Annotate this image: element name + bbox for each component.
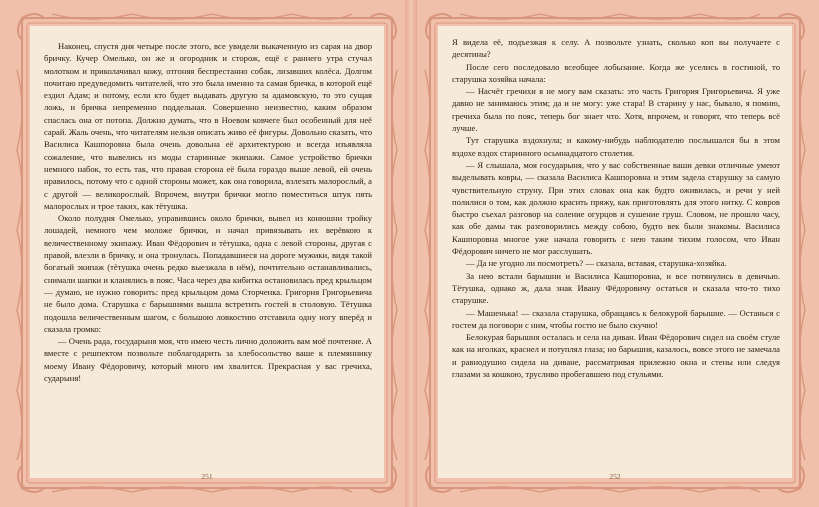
paragraph: За нею встали барышни и Василиса Кашпоровна, и все потянулись в девичью. Тётушка, однако ж, дала знак Ивану Фёдоровичу остаться и сказала что-то тихо старушке.: [452, 270, 780, 306]
book-gutter: [405, 0, 417, 507]
page-number: 252: [609, 472, 621, 481]
paragraph: Наконец, спустя дня четыре после этого, все увидели выкаченную из сарая на двор бричку. Кучер Омелько, он же и огородник и сторож, ещё с раннего утра стучал молотком и приколачивал кожу, отгоняя беспрестанно собак, лизавших колёса. Долгом почитаю предуведомить читателей, что это была именно та самая бричка, в которой ещё ездил Адам; и потому, если кто будет выдавать другую за адамовскую, то это сущая ложь, и бричка непременно поддельная. Совершенно неизвестно, каким образом спаслась она от потопа. Должно думать, что в Ноевом ковчеге был особенный для неё сарай. Жаль очень, что читателям нельзя описать живо её фигуры. Довольно сказать, что Василиса Кашпоровна была очень довольна её архитектурою и всегда изъявляла сожаление, что вывелись из моды старинные экипажи. Самое устройство брички немного набок, то есть так, что правая сторона её была гораздо выше левой, ей очень нравилось, потому что с одной стороны может, как она говорила, взлезать малорослый, а с другой — великорослый. Впрочем, внутри брички могло поместиться штук пять малорослых и трое таких, как тётушка.: [44, 41, 372, 211]
right-page: [420, 10, 810, 496]
paragraph: Тут старушка вздохнула; и какому-нибудь наблюдателю послышался бы в этом вздохе вздох старинного осьмнадцатого столетия.: [452, 135, 780, 158]
paragraph: — Очень рада, государыня моя, что имею честь лично доложить вам моё почтение. А вместе с решпектом позвольте поблагодарить за хлебосольство ваше к племяннику моему Ивану Фёдоровичу, который много им хвалится. Прекрасная у вас гречиха, сударыня!: [44, 336, 372, 384]
right-page-text: [452, 36, 780, 380]
paragraph: — Я слышала, моя государыня, что у вас собственные ваши девки отличные умеют выделывать ковры, — сказала Василиса Кашпоровна и этим задела старушку за самую чувствительную струну. При этих словах она как будто оживилась, и речи у ней полилися о том, как должно красить пряжу, как приготовлять для этого нитку. С ковров быстро съехал разговор на соление огурцов и сушение груш. Словом, не прошло часу, как обе дамы так разговорились между собою, будто век были знакомы. Василиса Кашпоровна многое уже начала говорить с нею таким тихим голосом, что Иван Фёдорович ничего не мог расслушать.: [452, 159, 780, 257]
left-page-text: [44, 40, 372, 384]
paragraph: — Да не угодно ли посмотреть? — сказала, вставая, старушка-хозяйка.: [466, 258, 727, 269]
paragraph: — Машенька! — сказала старушка, обращаясь к белокурой барышне. — Останься с гостем да поговори с ним, чтобы гостю не было скучно!: [452, 307, 780, 330]
paragraph: После сего последовало всеобщее лобызание. Когда же уселись в гостиной, то старушка хозяйка начала:: [452, 61, 780, 84]
paragraph: Около полудня Омелько, управившись около брички, вывел из конюшни тройку лошадей, немного чем моложе брички, и начал привязывать их верёвкою к величественному экипажу. Иван Фёдорович и тётушка, одна с левой стороны, другая с правой, влезли в бричку, и она тронулась. Попадавшиеся на дороге мужики, видя такой богатый экипаж (тётушка очень редко выезжала в нём), почтительно останавливались, снимали шапки и кланялись в пояс. Часа через два кибитка остановилась пред крыльцом — думаю, не нужно говорить: пред крыльцом дома Сторченка. Григория Григорьевича не было дома. Старушка с барышнями вышла встретить гостей в столовую. Тётушка подошла величественным шагом, с большою ловкостию отставила одну ногу вперёд и сказала громко:: [44, 213, 372, 334]
paragraph: Белокурая барышня осталась и села на диван. Иван Фёдорович сидел на своём стуле как на иголках, краснел и потуплял глаза; но барышня, казалось, вовсе этого не замечала и равнодушно сидела на диване, рассматривая прилежно окна и стены или следуя глазами за кошкою, трусливо пробегавшею под стульями.: [452, 332, 780, 380]
page-number: 251: [201, 472, 213, 481]
paragraph: — Насчёт гречихи я не могу вам сказать: это часть Григория Григорьевича. Я уже давно не занимаюсь этим; да и не могу: уже стара! В старину у нас, бывало, я помню, гречиха была по пояс, теперь бог знает что. Хотя, впрочем, и говорят, что теперь всё лучше.: [452, 86, 780, 134]
left-page: [12, 10, 402, 496]
paragraph: Я видела её, подъезжая к селу. А позвольте узнать, сколько коп вы получаете с десятины?: [452, 37, 780, 60]
